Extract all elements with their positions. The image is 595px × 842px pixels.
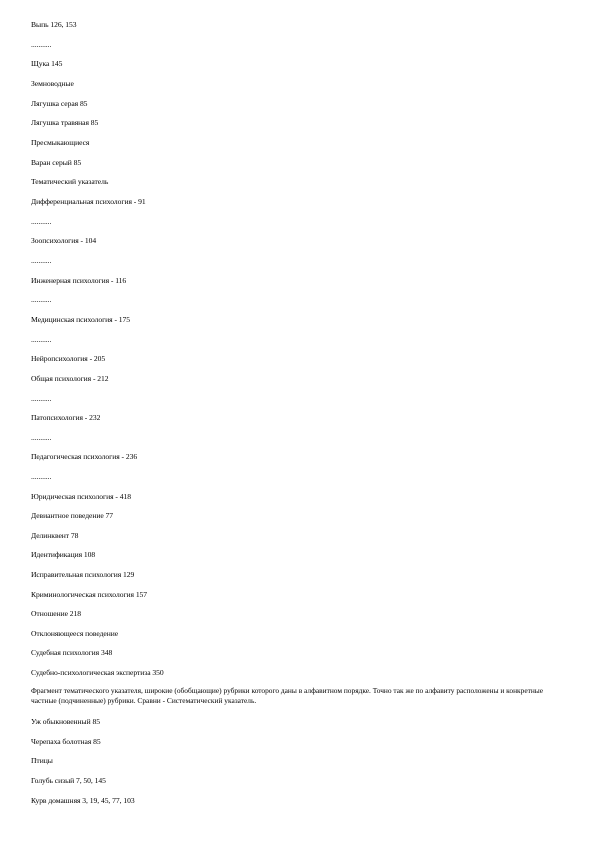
ellipsis-line: ........... [31,472,52,481]
index-entry: Инженерная психология - 116 [31,276,127,285]
text-line: Голубь сизый 7, 50, 145 [31,776,106,785]
text-line: Щука 145 [31,59,63,68]
index-subentry: Девиантное поведение 77 [31,511,114,520]
index-entry: Общая психология - 212 [31,374,109,383]
index-entry: Дифференциальная психология - 91 [31,197,146,206]
index-entry: Медицинская психология - 175 [31,315,131,324]
text-line: Черепаха болотная 85 [31,737,101,746]
ellipsis-line: ........... [31,40,52,49]
index-entry: Патопсихология - 232 [31,413,101,422]
ellipsis-line: ........... [31,295,52,304]
index-subentry: Криминологическая психология 157 [31,590,148,599]
index-entry: Зоопсихология - 104 [31,236,97,245]
text-line: Выпь 126, 153 [31,20,77,29]
index-entry: Нейропсихология - 205 [31,354,106,363]
index-subentry: Делинквент 78 [31,531,79,540]
ellipsis-line: ........... [31,335,52,344]
text-line: Лягушка травяная 85 [31,118,99,127]
index-subentry: Отношение 218 [31,609,82,618]
ellipsis-line: ........... [31,256,52,265]
index-entry: Педагогическая психология - 236 [31,452,138,461]
ellipsis-line: ........... [31,394,52,403]
index-title: Тематический указатель [31,177,109,186]
index-subentry: Исправительная психология 129 [31,570,135,579]
section-heading: Птицы [31,756,53,765]
index-subentry: Идентификация 108 [31,550,96,559]
text-line: Курв домашняя 3, 19, 45, 77, 103 [31,796,135,805]
text-line: Лягушка серая 85 [31,99,88,108]
index-subentry: Судебная психология 348 [31,648,113,657]
ellipsis-line: ........... [31,433,52,442]
text-line: Уж обыкновенный 85 [31,717,100,726]
index-entry: Юридическая психология - 418 [31,492,131,501]
explanatory-note: Фрагмент тематического указателя, широкие (обобщающие) рубрики которого даны в алфавитном порядке. Точно так же по алфавиту расположены и конкретные частные (подчиненные) рубрики. Сравни - Систематический указатель. [31,686,544,705]
index-subentry: Отклоняющееся поведение [31,629,119,638]
text-line: Варан серый 85 [31,158,82,167]
section-heading: Пресмыкающиеся [31,138,90,147]
index-subentry: Судебно-психологическая экспертиза 350 [31,668,164,677]
section-heading: Земноводные [31,79,74,88]
ellipsis-line: ........... [31,217,52,226]
